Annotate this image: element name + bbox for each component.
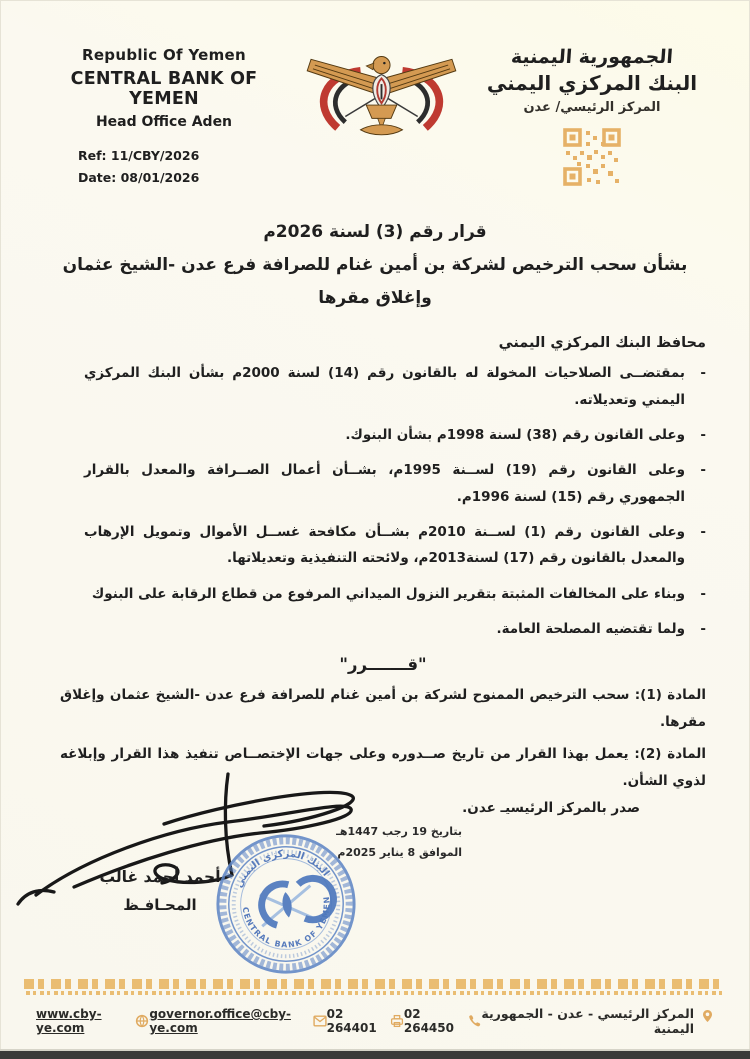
- list-item-text: بمقتضــى الصلاحيات المخولة له بالقانون رقم (14) لسنة 2000م بشأن البنك المركزي اليمني وتعديلاته.: [84, 365, 685, 408]
- list-item: [84, 616, 706, 642]
- decision-title-line1: قرار رقم (3) لسنة 2026م: [263, 222, 487, 242]
- list-item: [84, 519, 706, 572]
- bullet-marker: -: [700, 620, 706, 637]
- decision-body: [0, 335, 750, 816]
- preamble-list: [60, 360, 706, 642]
- address-text: المركز الرئيسي - عدن - الجمهورية اليمنية: [481, 1006, 694, 1036]
- bullet-marker: -: [700, 523, 706, 540]
- office-name-ar: المركز الرئيسي/ عدن: [523, 100, 661, 115]
- list-item-text: وعلى القانون رقم (19) لســنة 1995م، بشــأن أعمال الصــرافة والمعدل بالقرار الجمهوري رقم (15) لسنة 1996م.: [84, 462, 685, 505]
- fax-icon: [390, 1014, 404, 1028]
- ref-number: Ref: 11/CBY/2026: [78, 148, 200, 163]
- contact-row: [0, 995, 750, 1036]
- signatory-block: [74, 868, 246, 914]
- list-item: [84, 457, 706, 510]
- yemen-emblem-icon: [294, 46, 469, 146]
- ref-date: Date: 08/01/2026: [78, 170, 200, 185]
- decision-title: [0, 216, 750, 315]
- list-item-text: وعلى القانون رقم (1) لســنة 2010م بشــأن مكافحة غســل الأموال وتمويل الإرهاب والمعدل بالقانون رقم (17) لسنة2013م، ولائحته التنفيذية وتعديلاتها.: [84, 523, 685, 567]
- stamp-text-english: CENTRAL BANK OF YEMEN: [240, 895, 332, 950]
- phone-text: 02 264450: [403, 1007, 454, 1035]
- website-text[interactable]: www.cby-ye.com: [36, 1007, 102, 1035]
- bank-name-ar: البنك المركزي اليمني: [486, 71, 698, 95]
- bank-name-en: CENTRAL BANK OF YEMEN: [70, 69, 258, 109]
- stamp-text-arabic: البنك المركزي اليمني: [233, 848, 332, 890]
- website-link[interactable]: [36, 1007, 149, 1035]
- bullet-marker: -: [700, 427, 706, 444]
- bullet-marker: -: [700, 462, 706, 479]
- emblem-area: [290, 46, 472, 146]
- email-text[interactable]: governor.office@cby-ye.com: [149, 1007, 291, 1035]
- list-item: [84, 360, 706, 413]
- decision-title-line2: بشأن سحب الترخيص لشركة بن أمين غنام للصرافة فرع عدن -الشيخ عثمان: [62, 255, 688, 276]
- list-item-text: وعلى القانون رقم (38) لسنة 1998م بشأن البنوك.: [345, 427, 685, 444]
- reference-block: [38, 148, 290, 185]
- location-pin-icon: [701, 1009, 714, 1023]
- article-1: المادة (1): سحب الترخيص الممنوح لشركة بن أمين غنام للصرافة فرع عدن -الشيخ عثمان وإغلاق مقرها.: [60, 687, 706, 731]
- globe-icon: [135, 1014, 149, 1028]
- decision-word: "قـــــــرر": [339, 655, 427, 675]
- letterhead: [0, 0, 750, 192]
- qr-code: [562, 128, 622, 186]
- email-link[interactable]: [149, 1007, 326, 1035]
- country-name-ar: الجمهورية اليمنية: [510, 46, 674, 68]
- list-item-text: ولما تقتضيه المصلحة العامة.: [496, 620, 685, 637]
- hijri-date: بتاريخ 19 رجب 1447هـ: [336, 825, 462, 839]
- list-item-text: وبناء على المخالفات المثبتة بتقرير النزول الميداني المرفوع من قطاع الرقابة على البنوك: [91, 585, 685, 602]
- signatory-title: المحـافـظ: [123, 896, 197, 915]
- country-name-en: Republic Of Yemen: [81, 46, 246, 64]
- office-name-en: Head Office Aden: [95, 114, 233, 130]
- list-item: [84, 581, 706, 607]
- fax-text: 02 264401: [326, 1007, 377, 1035]
- page-bottom-edge: [0, 1049, 750, 1059]
- gregorian-date: الموافق 8 يناير 2025م: [337, 846, 462, 860]
- footer: [0, 979, 750, 1059]
- letterhead-english: [38, 46, 290, 192]
- letterhead-arabic: [472, 46, 712, 190]
- phone-number: [404, 1007, 481, 1035]
- address-line: [481, 1006, 714, 1036]
- fax-number: [327, 1007, 404, 1035]
- list-item: [84, 422, 706, 448]
- bullet-marker: -: [700, 585, 706, 602]
- decision-title-line3: وإغلاق مقرها: [318, 288, 432, 309]
- signatory-name: أحمد أحمد غالب: [99, 868, 221, 887]
- email-icon: [313, 1015, 327, 1027]
- footer-ornament-band: [24, 979, 726, 995]
- governor-heading: محافظ البنك المركزي اليمني: [498, 335, 706, 352]
- issued-at-line: صدر بالمركز الرئيسيـ عدن.: [462, 800, 640, 817]
- phone-icon: [467, 1014, 481, 1028]
- bullet-marker: -: [700, 365, 706, 382]
- article-2: المادة (2): يعمل بهذا القرار من تاريخ صــدوره وعلى جهات الإختصــاص تنفيذ هذا القرار وإبلاغه لذوي الشأن.: [60, 746, 706, 790]
